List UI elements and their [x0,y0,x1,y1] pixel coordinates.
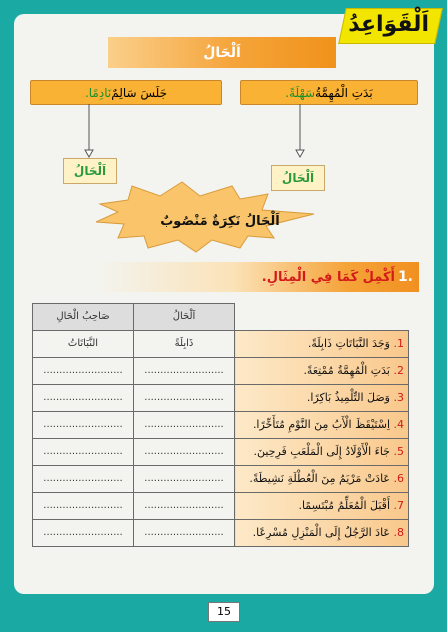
sentence-text: وَجَدَ النَّبَاتَاتِ ذَابِلَةً. [307,337,390,350]
hal-answer-field[interactable]: ......................... [134,438,235,465]
table-row [33,330,409,357]
hal-label-1: اَلْحَالُ [271,165,325,191]
sentence-number: 7. [393,499,404,512]
sentence-cell [235,384,409,411]
exercise-title-bar [234,262,419,292]
table-row [33,357,409,384]
sentence-text: عَادَتْ مَرْيَمُ مِنَ الْعُطْلَةِ نَشِيطَةً. [249,472,390,485]
table-row [33,411,409,438]
sentence-text: وَصَلَ التِّلْمِيذُ بَاكِرًا. [306,391,390,404]
hal-label-2: اَلْحَالُ [63,158,117,184]
sentence-number: 5. [393,445,404,458]
table-row [33,384,409,411]
sentence-cell [235,492,409,519]
example-2-prefix: جَلَسَ سَالِمٌ [111,85,168,100]
owner-answer-field[interactable]: ......................... [33,465,134,492]
example-1-prefix: بَدَتِ الْمُهِمَّةُ [315,85,373,100]
sentence-number: 6. [393,472,404,485]
table-row [33,438,409,465]
sentence-cell [235,438,409,465]
sentence-number: 1. [393,337,404,350]
hal-answer-field[interactable]: ......................... [134,411,235,438]
owner-answer-field[interactable]: ......................... [33,492,134,519]
owner-answer-field[interactable]: ......................... [33,411,134,438]
sentence-cell [235,411,409,438]
page-number: 15 [208,602,240,622]
table-row [33,465,409,492]
hal-answer-field[interactable]: ......................... [134,465,235,492]
sentence-text: اِسْتَيْقَظَ الْأَبُ مِنَ النَّوْمِ مُتَأَخِّرًا. [252,418,390,431]
hal-answer-field[interactable]: ......................... [134,384,235,411]
sentence-text: أَقْبَلَ الْمُعَلِّمُ مُبْتَسِمًا. [298,499,390,512]
hal-answer-field[interactable]: ......................... [134,492,235,519]
hal-answer-field[interactable]: ......................... [134,357,235,384]
owner-answer-field[interactable]: ......................... [33,438,134,465]
sentence-text: جَاءَ الْأَوْلَادُ إِلَى الْمَلْعَبِ فَرِحِينَ. [253,445,390,458]
sentence-text: عَادَ الرَّجُلُ إِلَى الْمَنْزِلِ مُسْرِعًا. [252,526,390,539]
example-owner-cell: النَّبَاتَاتُ [33,330,134,357]
example-hal-cell: ذَابِلَةً [134,330,235,357]
col-hal-header: اَلْحَالُ [134,304,235,331]
col-owner-header: صَاحِبُ الْحَالِ [33,304,134,331]
page-title: اَلْقَوَاعِدُ [348,12,429,37]
sentence-text: بَدَتِ الْمُهِمَّةُ مُمْتِعَةً. [303,364,390,377]
sentence-cell [235,519,409,546]
owner-answer-field[interactable]: ......................... [33,357,134,384]
table-header-row [33,304,409,331]
hal-answer-field[interactable]: ......................... [134,519,235,546]
exercise-number: 1. [397,269,413,285]
owner-answer-field[interactable]: ......................... [33,519,134,546]
table-row [33,519,409,546]
sentence-number: 4. [393,418,404,431]
sentence-number: 8. [393,526,404,539]
sentence-cell [235,357,409,384]
example-1-hal: سَهْلَةً. [285,85,316,100]
definition-text: اَلْحَالُ نَكِرَةٌ مَنْصُوبٌ [160,214,280,229]
exercise-title: أَكْمِلْ كَمَا فِي الْمِثَالِ. [261,269,395,285]
sentence-number: 2. [393,364,404,377]
table-row [33,492,409,519]
owner-answer-field[interactable]: ......................... [33,384,134,411]
sentence-number: 3. [393,391,404,404]
sentence-cell [235,330,409,357]
exercise-table [32,303,409,547]
rule-title: اَلْحَالُ [203,44,241,61]
exercise-bar-fade [96,262,236,292]
example-2-hal: نَادِمًا. [84,85,112,100]
sentence-cell [235,465,409,492]
